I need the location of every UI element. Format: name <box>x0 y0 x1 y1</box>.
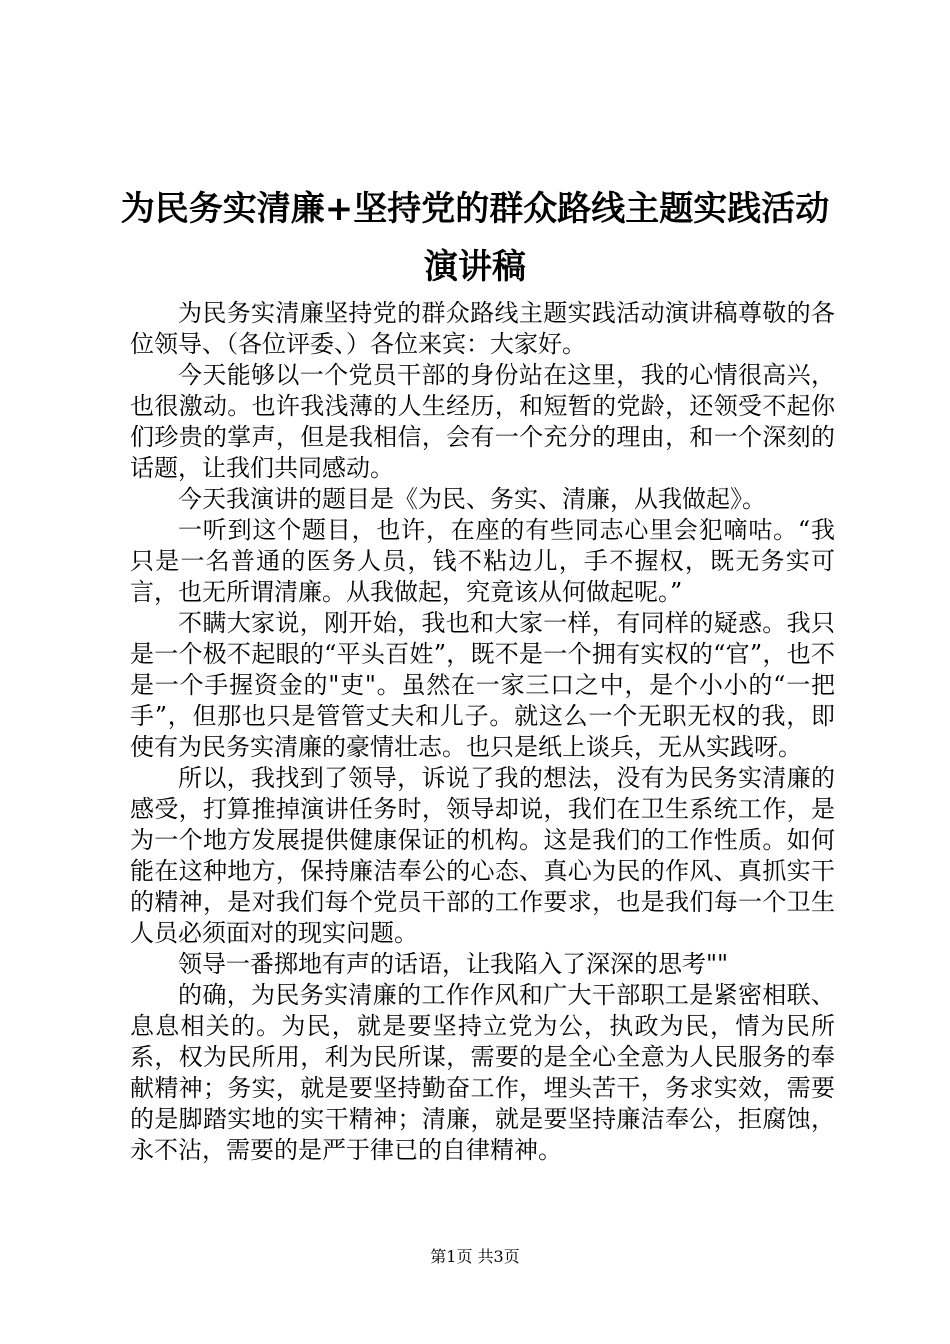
paragraph: 领导一番掷地有声的话语，让我陷入了深深的思考"" <box>178 950 729 978</box>
paragraph: 的确，为民务实清廉的工作作风和广大干部职工是紧密相联、息息相关的。为民，就是要坚持立党为公，执政为民，情为民所系，权为民所用，利为民所谋，需要的是全心全意为人民服务的奉献精神；务实，就是要坚持勤奋工作，埋头苦干，务求实效，需要的是脚踏实地的实干精神；清廉，就是要坚持廉洁奉公，拒腐蚀，永不沾，需要的是严于律已的自律精神。 <box>130 981 835 1164</box>
paragraph: 为民务实清廉坚持党的群众路线主题实践活动演讲稿尊敬的各位领导、（各位评委、）各位来宾：大家好。 <box>130 299 835 358</box>
paragraph: 一听到这个题目，也许，在座的有些同志心里会犯嘀咕。“我只是一名普通的医务人员，钱不粘边儿，手不握权，既无务实可言，也无所谓清廉。从我做起，究竟该从何做起呢。” <box>130 516 835 606</box>
document-title: 为民务实清廉+坚持党的群众路线主题实践活动演讲稿 <box>120 189 830 287</box>
paragraph: 不瞒大家说，刚开始，我也和大家一样，有同样的疑惑。我只是一个极不起眼的“平头百姓”，既不是一个拥有实权的“官”，也不是一个手握资金的"吏"。虽然在一家三口之中，是个小小的“一把手”，但那也只是管管丈夫和儿子。就这么一个无职无权的我，即使有为民务实清廉的豪情壮志。也只是纸上谈兵，无从实践呀。 <box>130 609 835 761</box>
paragraph: 今天能够以一个党员干部的身份站在这里，我的心情很高兴，也很激动。也许我浅薄的人生经历，和短暂的党龄，还领受不起你们珍贵的掌声，但是我相信，会有一个充分的理由，和一个深刻的话题，让我们共同感动。 <box>130 361 835 482</box>
document-body <box>130 298 835 1166</box>
paragraph: 今天我演讲的题目是《为民、务实、清廉，从我做起》。 <box>178 485 766 513</box>
page-footer: 第1页 共3页 <box>430 1247 520 1266</box>
paragraph: 所以，我找到了领导，诉说了我的想法，没有为民务实清廉的感受，打算推掉演讲任务时，领导却说，我们在卫生系统工作，是为一个地方发展提供健康保证的机构。这是我们的工作性质。如何能在这种地方，保持廉洁奉公的心态、真心为民的作风、真抓实干的精神，是对我们每个党员干部的工作要求，也是我们每一个卫生人员必须面对的现实问题。 <box>130 764 835 947</box>
